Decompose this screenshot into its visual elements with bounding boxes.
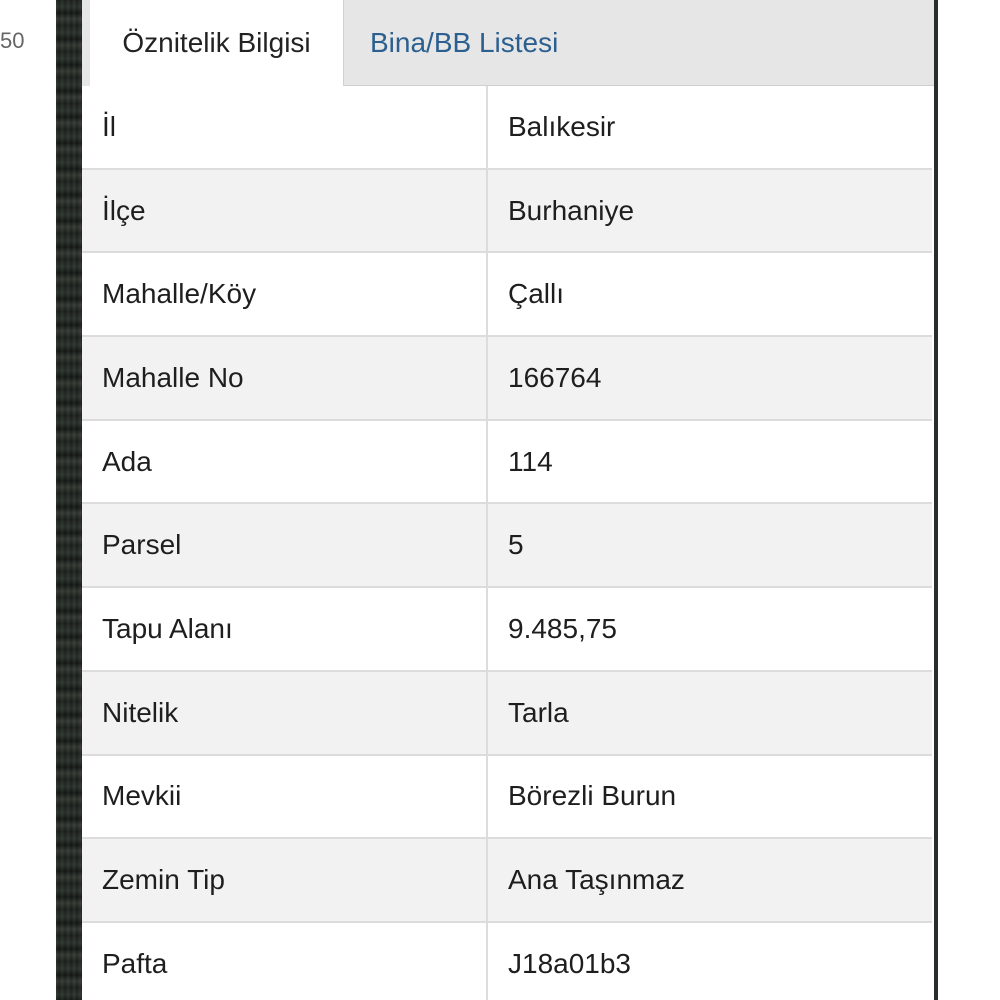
row-label: Zemin Tip (82, 839, 488, 921)
row-label: Mevkii (82, 756, 488, 838)
table-row (82, 588, 932, 672)
row-label: Ada (82, 421, 488, 503)
row-label: Tapu Alanı (82, 588, 488, 670)
row-value: 9.485,75 (508, 612, 617, 644)
attribute-table (82, 86, 932, 1000)
row-value: Burhaniye (508, 194, 635, 226)
map-background-strip[interactable] (56, 0, 82, 1000)
row-label: İl (82, 86, 488, 168)
row-label: Mahalle No (82, 337, 488, 419)
attribute-panel (82, 0, 938, 1000)
table-row (82, 504, 932, 588)
edge-scale-text: 50 (0, 28, 25, 53)
row-value: Balıkesir (508, 110, 616, 142)
table-row (82, 756, 932, 840)
table-row (82, 253, 932, 337)
row-value: J18a01b3 (508, 947, 632, 979)
row-label: Parsel (82, 504, 488, 586)
row-label: Pafta (82, 923, 488, 1000)
table-row (82, 170, 932, 254)
tab-bar (82, 0, 934, 86)
row-label: Mahalle/Köy (82, 253, 488, 335)
table-row (82, 839, 932, 923)
row-value: Börezli Burun (508, 780, 677, 812)
row-value: 114 (508, 445, 553, 477)
row-value: Ana Taşınmaz (508, 864, 685, 896)
row-value: 166764 (508, 361, 602, 393)
row-label: Nitelik (82, 672, 488, 754)
table-row (82, 421, 932, 505)
table-row (82, 337, 932, 421)
table-row (82, 923, 932, 1000)
tab-attribute-info[interactable]: Öznitelik Bilgisi (82, 0, 344, 86)
row-label: İlçe (82, 170, 488, 252)
table-row (82, 86, 932, 170)
tab-building-list[interactable]: Bina/BB Listesi (370, 27, 559, 58)
row-value: 5 (508, 529, 524, 561)
table-row (82, 672, 932, 756)
row-value: Tarla (508, 696, 569, 728)
row-value: Çallı (508, 278, 565, 310)
